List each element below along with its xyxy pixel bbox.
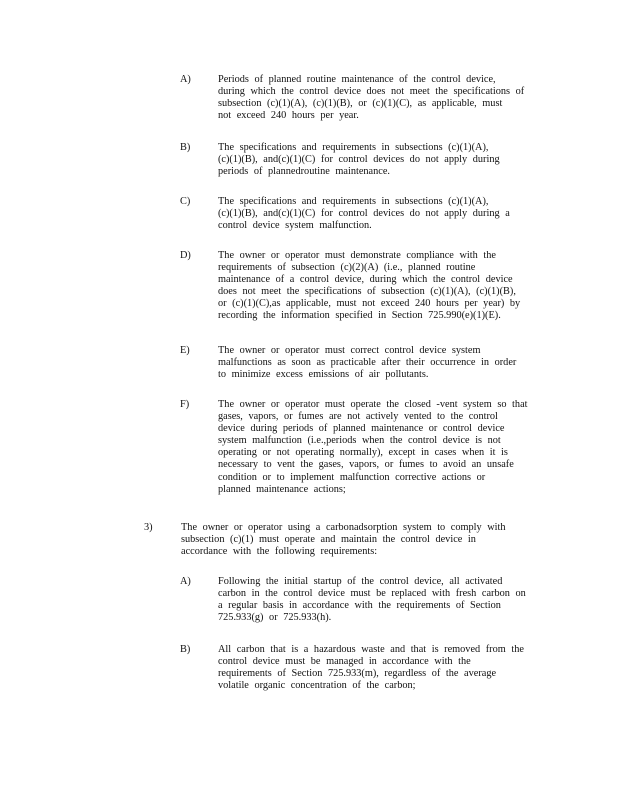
text-line: The owner or operator must operate the closed -vent system so that — [218, 399, 528, 410]
text-line: malfunctions as soon as practicable after their occurrence in order — [218, 357, 517, 369]
text-line: 725.933(g) or 725.933(h). — [218, 612, 332, 624]
item-text — [218, 196, 528, 232]
text-line: device during periods of planned maintenance or control device — [218, 423, 505, 435]
text-line: requirements of Section 725.933(m), regardless of the average — [218, 668, 497, 680]
item-label: F) — [180, 399, 190, 410]
item-text — [218, 142, 528, 178]
text-line: planned maintenance actions; — [218, 483, 346, 495]
text-line: (c)(1)(B), and(c)(1)(C) for control devices do not apply during a — [218, 208, 510, 220]
item-text — [218, 345, 534, 381]
item-label: A) — [180, 74, 191, 85]
text-line: All carbon that is a hazardous waste and that is removed from the — [218, 644, 524, 655]
text-line: accordance with the following requirements: — [181, 546, 378, 558]
text-line: system malfunction (i.e.,periods when the control device is not — [218, 435, 501, 447]
text-line: carbon in the control device must be replaced with fresh carbon on — [218, 588, 526, 600]
text-line: maintenance of a control device, during which the control device — [218, 274, 513, 286]
text-line: The owner or operator using a carbonadsorption system to comply with — [181, 522, 506, 533]
item-text — [181, 522, 527, 558]
item-text — [218, 74, 540, 122]
text-line: requirements of subsection (c)(2)(A) (i.e., planned routine — [218, 262, 476, 274]
text-line: a regular basis in accordance with the requirements of Section — [218, 600, 501, 612]
text-line: control device must be managed in accordance with the — [218, 656, 471, 668]
text-line: during which the control device does not meet the specifications of — [218, 86, 525, 98]
text-line: to minimize excess emissions of air pollutants. — [218, 369, 429, 381]
text-line: The owner or operator must correct control device system — [218, 345, 481, 356]
item-label: D) — [180, 250, 191, 261]
item-label: C) — [180, 196, 191, 207]
item-text — [218, 399, 538, 496]
item-label: E) — [180, 345, 190, 356]
text-line: operating or not operating normally), except in cases when it is — [218, 447, 508, 459]
item-text — [218, 250, 538, 323]
text-line: subsection (c)(1) must operate and maintain the control device in — [181, 534, 476, 546]
text-line: Periods of planned routine maintenance of the control device, — [218, 74, 496, 85]
text-line: necessary to vent the gases, vapors, or fumes to avoid an unsafe — [218, 459, 514, 471]
item-text — [218, 576, 540, 624]
text-line: condition or to implement malfunction corrective actions or — [218, 471, 486, 483]
item-label: B) — [180, 142, 191, 153]
text-line: Following the initial startup of the control device, all activated — [218, 576, 503, 587]
text-line: subsection (c)(1)(A), (c)(1)(B), or (c)(1)(C), as applicable, must — [218, 98, 503, 110]
text-line: periods of plannedroutine maintenance. — [218, 166, 390, 178]
item-label: B) — [180, 644, 191, 655]
item-label: 3) — [144, 522, 153, 533]
text-line: gases, vapors, or fumes are not actively vented to the control — [218, 411, 498, 423]
item-text — [218, 644, 534, 692]
text-line: does not meet the specifications of subsection (c)(1)(A), (c)(1)(B), — [218, 286, 516, 298]
item-label: A) — [180, 576, 191, 587]
text-line: or (c)(1)(C),as applicable, must not exceed 240 hours per year) by — [218, 298, 521, 310]
text-line: The specifications and requirements in subsections (c)(1)(A), — [218, 196, 489, 207]
text-line: The owner or operator must demonstrate compliance with the — [218, 250, 496, 261]
text-line: recording the information specified in Section 725.990(e)(1)(E). — [218, 310, 501, 322]
text-line: The specifications and requirements in subsections (c)(1)(A), — [218, 142, 489, 153]
text-line: volatile organic concentration of the carbon; — [218, 680, 416, 692]
text-line: control device system malfunction. — [218, 220, 372, 232]
text-line: not exceed 240 hours per year. — [218, 110, 359, 122]
text-line: (c)(1)(B), and(c)(1)(C) for control devices do not apply during — [218, 154, 500, 166]
